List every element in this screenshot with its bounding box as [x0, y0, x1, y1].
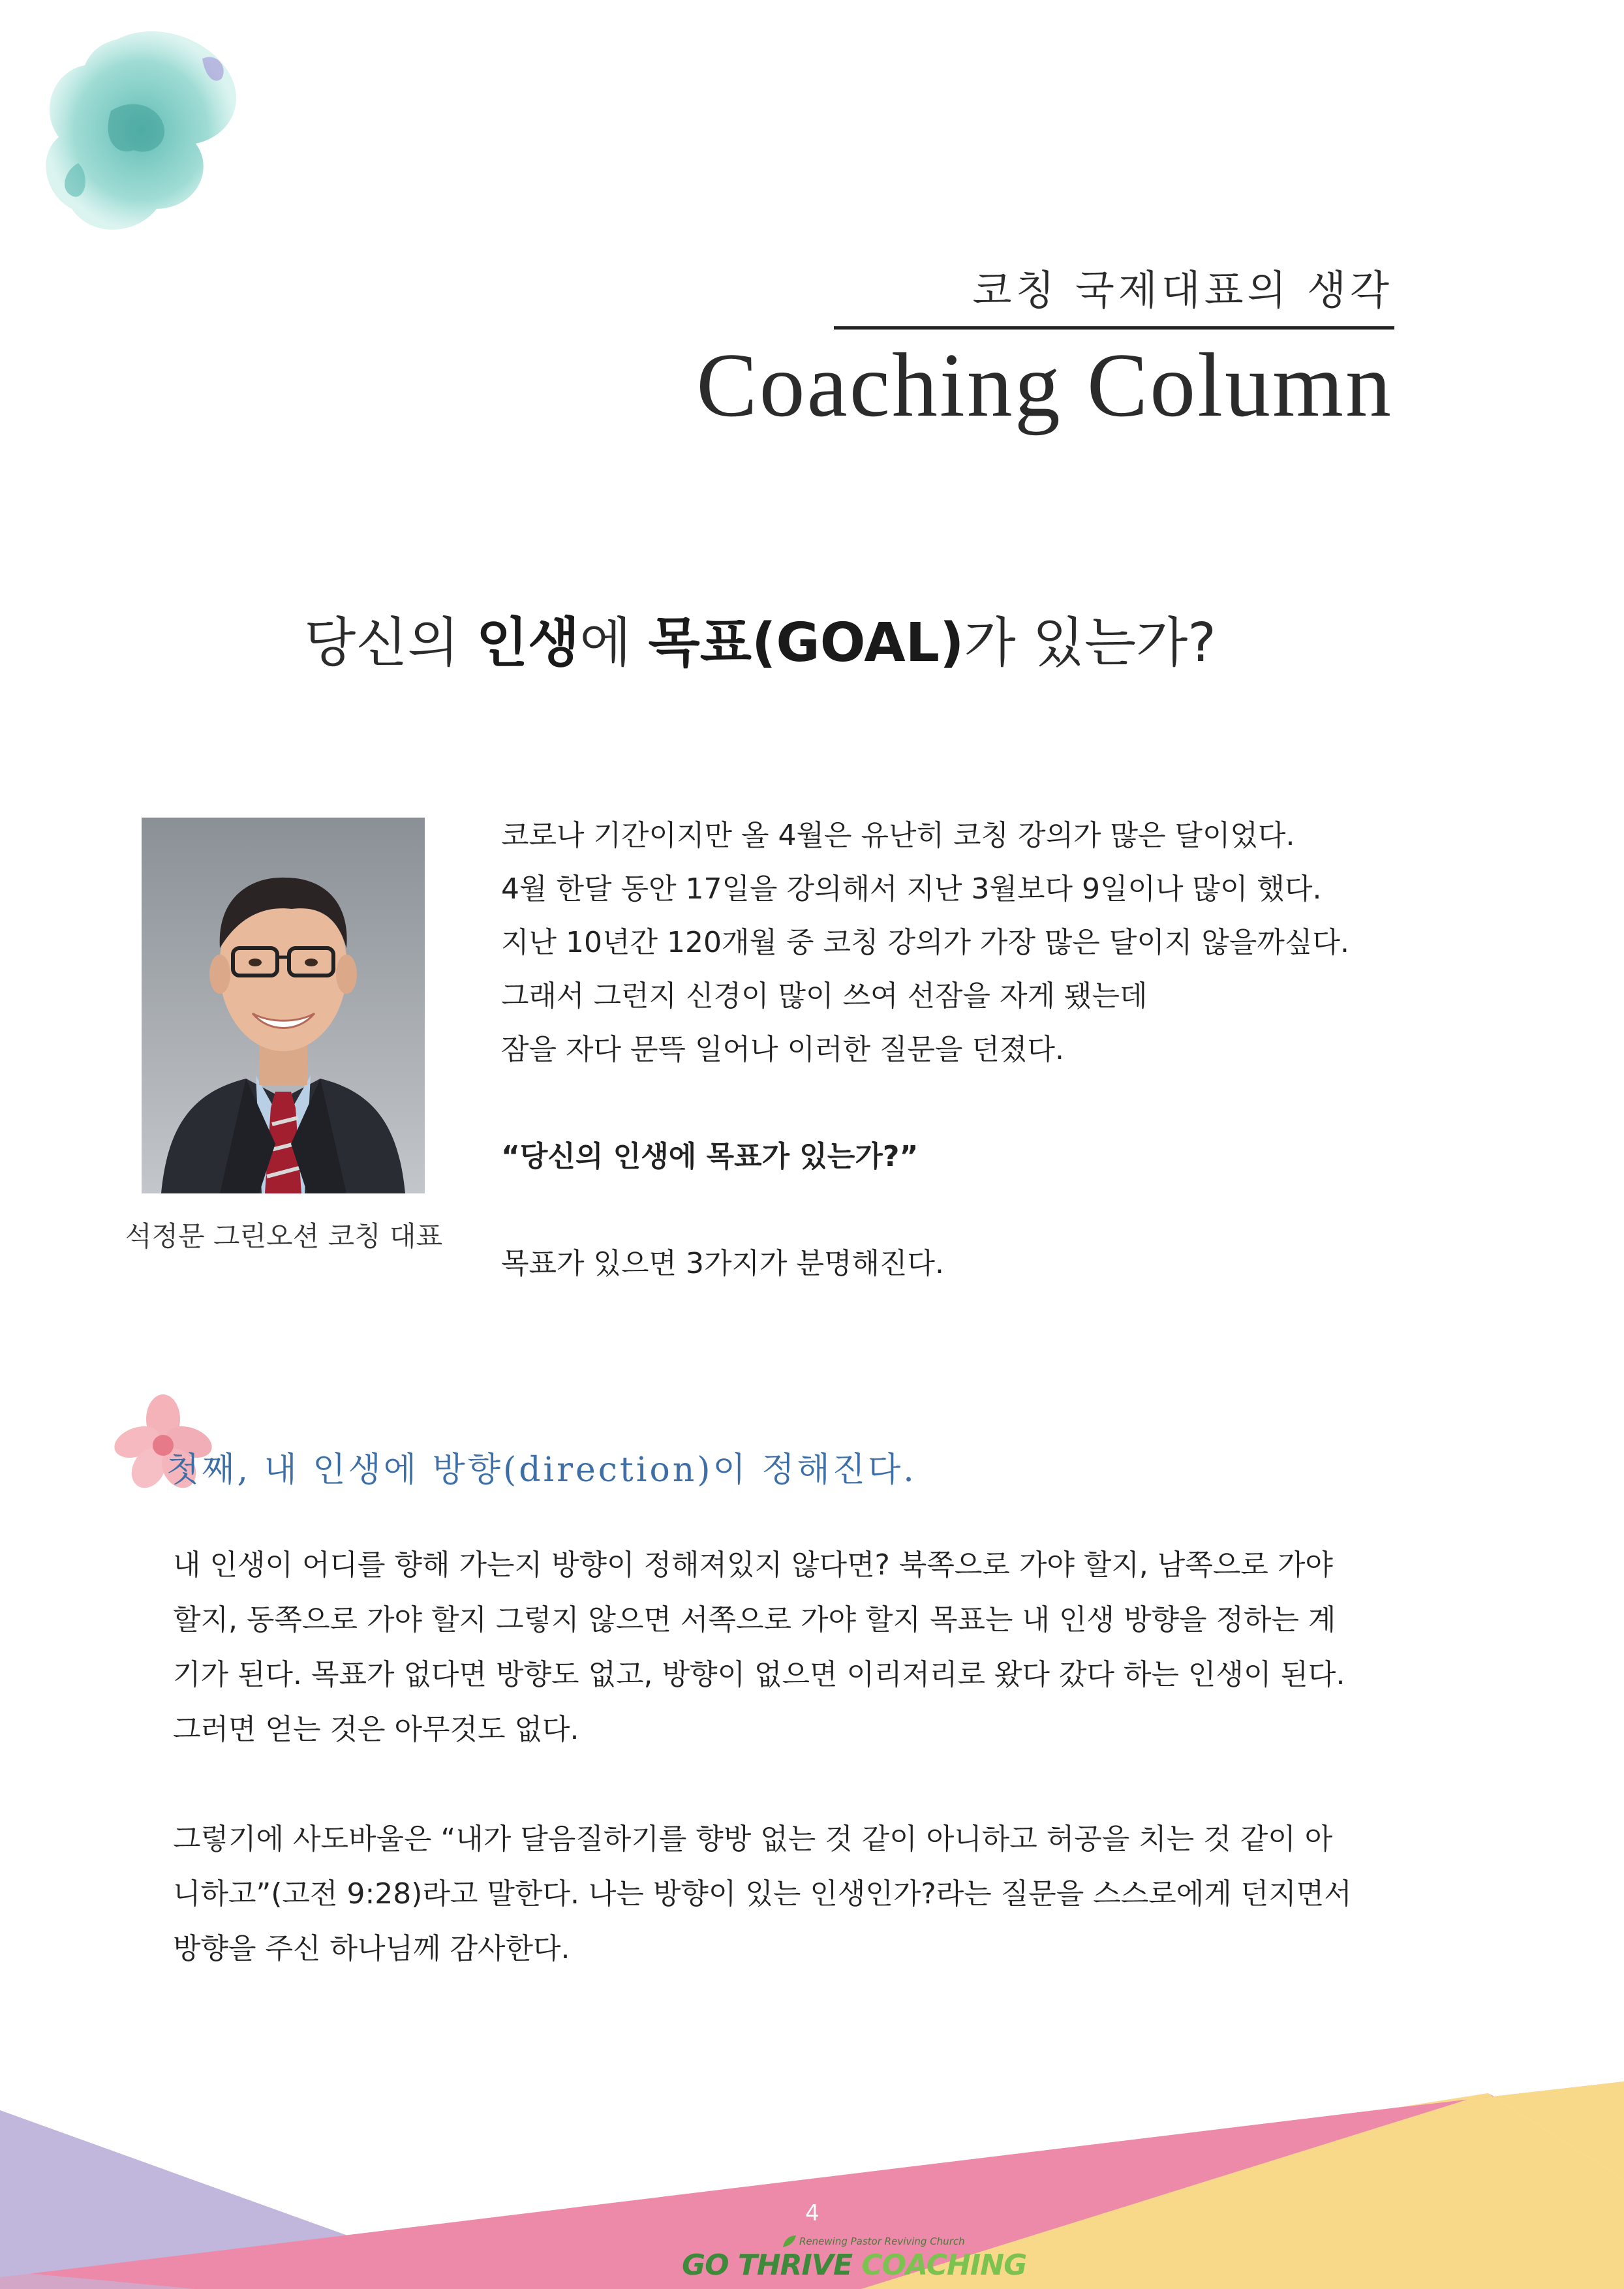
- logo-tagline: Renewing Pastor Reviving Church: [799, 2235, 965, 2247]
- paragraph-line: 방향을 주신 하나님께 감사한다.: [173, 1932, 570, 1965]
- title-part-emphasis: 인생: [476, 612, 580, 674]
- go-thrive-coaching-logo: [679, 2234, 1027, 2286]
- paragraph-line: 그렇기에 사도바울은 “내가 달음질하기를 향방 없는 것 같이 아니하고 허공을 치는 것 같이 아: [173, 1822, 1333, 1856]
- intro-line: 그래서 그런지 신경이 많이 쓰여 선잠을 자게 됐는데: [501, 979, 1148, 1013]
- watercolor-flower-decoration: [20, 13, 268, 254]
- paragraph-line: 내 인생이 어디를 향해 가는지 방향이 정해져있지 않다면? 북쪽으로 가야 할지, 남쪽으로 가야: [173, 1548, 1333, 1582]
- intro-line: 지난 10년간 120개월 중 코칭 강의가 가장 많은 달이지 않을까싶다.: [501, 926, 1349, 959]
- intro-text: [501, 809, 1441, 1291]
- intro-line: 잠을 자다 문뜩 일어나 이러한 질문을 던졌다.: [501, 1033, 1064, 1066]
- paragraph-line: 그러면 얻는 것은 아무것도 없다.: [173, 1713, 579, 1746]
- title-part-emphasis: 목표(GOAL): [648, 612, 964, 674]
- title-part: 에: [579, 612, 649, 674]
- column-subtitle: 코칭 국제대표의 생각: [972, 266, 1393, 314]
- leaf-icon: [782, 2234, 797, 2249]
- logo-wordmark-part: COACHING: [861, 2249, 1027, 2282]
- intro-quote: “당신의 인생에 목표가 있는가?”: [501, 1140, 919, 1173]
- article-title: [0, 600, 1520, 677]
- photo-caption: 석정문 그린오션 코칭 대표: [125, 1220, 443, 1252]
- title-part: 가 있는가?: [964, 612, 1216, 674]
- body-text: [173, 1538, 1452, 1976]
- author-photo: [142, 818, 425, 1193]
- paragraph-line: 할지, 동쪽으로 가야 할지 그렇지 않으면 서쪽으로 가야 할지 목표는 내 인생 방향을 정하는 계: [173, 1603, 1336, 1636]
- intro-line: 목표가 있으면 3가지가 분명해진다.: [501, 1247, 944, 1280]
- column-title: Coaching Column: [696, 335, 1393, 436]
- intro-line: 코로나 기간이지만 올 4월은 유난히 코칭 강의가 많은 달이었다.: [501, 819, 1295, 852]
- intro-line: 4월 한달 동안 17일을 강의해서 지난 3월보다 9일이나 많이 했다.: [501, 872, 1322, 906]
- logo-wordmark-part: GO THRIVE: [682, 2249, 862, 2282]
- page-number: 4: [805, 2200, 820, 2226]
- section-heading: 첫째, 내 인생에 방향(direction)이 정해진다.: [166, 1451, 917, 1490]
- header-divider: [834, 326, 1394, 330]
- paragraph-line: 기가 된다. 목표가 없다면 방향도 없고, 방향이 없으면 이리저리로 왔다 갔다 하는 인생이 된다.: [173, 1658, 1345, 1691]
- paragraph-line: 니하고”(고전 9:28)라고 말한다. 나는 방향이 있는 인생인가?라는 질문을 스스로에게 던지면서: [173, 1877, 1352, 1911]
- title-part: 당신의: [304, 612, 476, 674]
- logo-wordmark: [682, 2249, 1026, 2282]
